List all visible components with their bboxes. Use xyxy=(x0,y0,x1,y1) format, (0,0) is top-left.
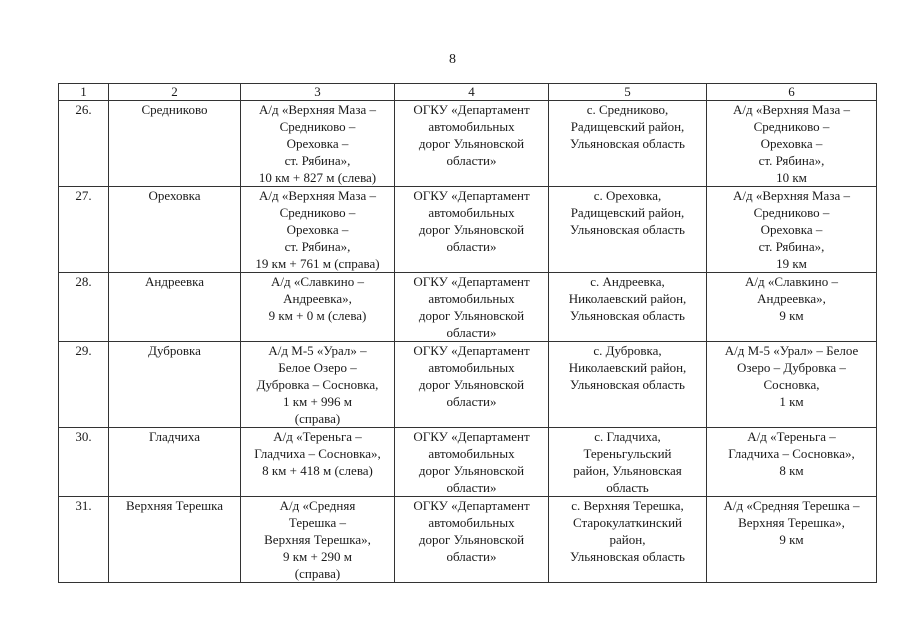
road-location: А/д «Средняя Терешка – Верхняя Терешка», 9 км + 290 м (справа) xyxy=(241,497,395,583)
road-distance: А/д М-5 «Урал» – Белое Озеро – Дубровка – Сосновка, 1 км xyxy=(707,342,877,428)
row-number: 27. xyxy=(59,187,109,273)
settlement-address: с. Ореховка, Радищевский район, Ульяновская область xyxy=(549,187,707,273)
road-distance: А/д «Верхняя Маза – Средниково – Ореховка – ст. Рябина», 19 км xyxy=(707,187,877,273)
road-owner: ОГКУ «Департамент автомобильных дорог Ульяновской области» xyxy=(395,342,549,428)
road-location: А/д «Тереньга – Гладчиха – Сосновка», 8 км + 418 м (слева) xyxy=(241,428,395,497)
road-table xyxy=(58,83,877,583)
road-location: А/д «Верхняя Маза – Средниково – Ореховка – ст. Рябина», 19 км + 761 м (справа) xyxy=(241,187,395,273)
table-row xyxy=(59,273,877,342)
settlement-name: Андреевка xyxy=(109,273,241,342)
header-col-3: 3 xyxy=(241,84,395,101)
header-col-1: 1 xyxy=(59,84,109,101)
table-row xyxy=(59,497,877,583)
header-col-5: 5 xyxy=(549,84,707,101)
settlement-address: с. Гладчиха, Тереньгульский район, Ульяновская область xyxy=(549,428,707,497)
settlement-name: Дубровка xyxy=(109,342,241,428)
table-header xyxy=(59,84,877,101)
table-body xyxy=(59,101,877,583)
road-owner: ОГКУ «Департамент автомобильных дорог Ульяновской области» xyxy=(395,273,549,342)
row-number: 29. xyxy=(59,342,109,428)
road-location: А/д «Верхняя Маза – Средниково – Ореховка – ст. Рябина», 10 км + 827 м (слева) xyxy=(241,101,395,187)
road-distance: А/д «Славкино – Андреевка», 9 км xyxy=(707,273,877,342)
row-number: 30. xyxy=(59,428,109,497)
road-owner: ОГКУ «Департамент автомобильных дорог Ульяновской области» xyxy=(395,428,549,497)
road-location: А/д М-5 «Урал» – Белое Озеро – Дубровка – Сосновка, 1 км + 996 м (справа) xyxy=(241,342,395,428)
header-row xyxy=(59,84,877,101)
road-owner: ОГКУ «Департамент автомобильных дорог Ульяновской области» xyxy=(395,187,549,273)
header-col-4: 4 xyxy=(395,84,549,101)
row-number: 26. xyxy=(59,101,109,187)
road-distance: А/д «Верхняя Маза – Средниково – Ореховка – ст. Рябина», 10 км xyxy=(707,101,877,187)
settlement-address: с. Средниково, Радищевский район, Ульяновская область xyxy=(549,101,707,187)
settlement-name: Верхняя Терешка xyxy=(109,497,241,583)
road-owner: ОГКУ «Департамент автомобильных дорог Ульяновской области» xyxy=(395,497,549,583)
table-row xyxy=(59,187,877,273)
header-col-6: 6 xyxy=(707,84,877,101)
settlement-address: с. Андреевка, Николаевский район, Ульяновская область xyxy=(549,273,707,342)
table-row xyxy=(59,428,877,497)
table-row xyxy=(59,101,877,187)
road-distance: А/д «Тереньга – Гладчиха – Сосновка», 8 км xyxy=(707,428,877,497)
table-row xyxy=(59,342,877,428)
settlement-address: с. Верхняя Терешка, Старокулаткинский район, Ульяновская область xyxy=(549,497,707,583)
road-location: А/д «Славкино – Андреевка», 9 км + 0 м (слева) xyxy=(241,273,395,342)
settlement-name: Гладчиха xyxy=(109,428,241,497)
row-number: 28. xyxy=(59,273,109,342)
road-owner: ОГКУ «Департамент автомобильных дорог Ульяновской области» xyxy=(395,101,549,187)
page-number: 8 xyxy=(449,52,456,67)
header-col-2: 2 xyxy=(109,84,241,101)
settlement-address: с. Дубровка, Николаевский район, Ульяновская область xyxy=(549,342,707,428)
settlement-name: Ореховка xyxy=(109,187,241,273)
settlement-name: Средниково xyxy=(109,101,241,187)
row-number: 31. xyxy=(59,497,109,583)
road-distance: А/д «Средняя Терешка – Верхняя Терешка», 9 км xyxy=(707,497,877,583)
